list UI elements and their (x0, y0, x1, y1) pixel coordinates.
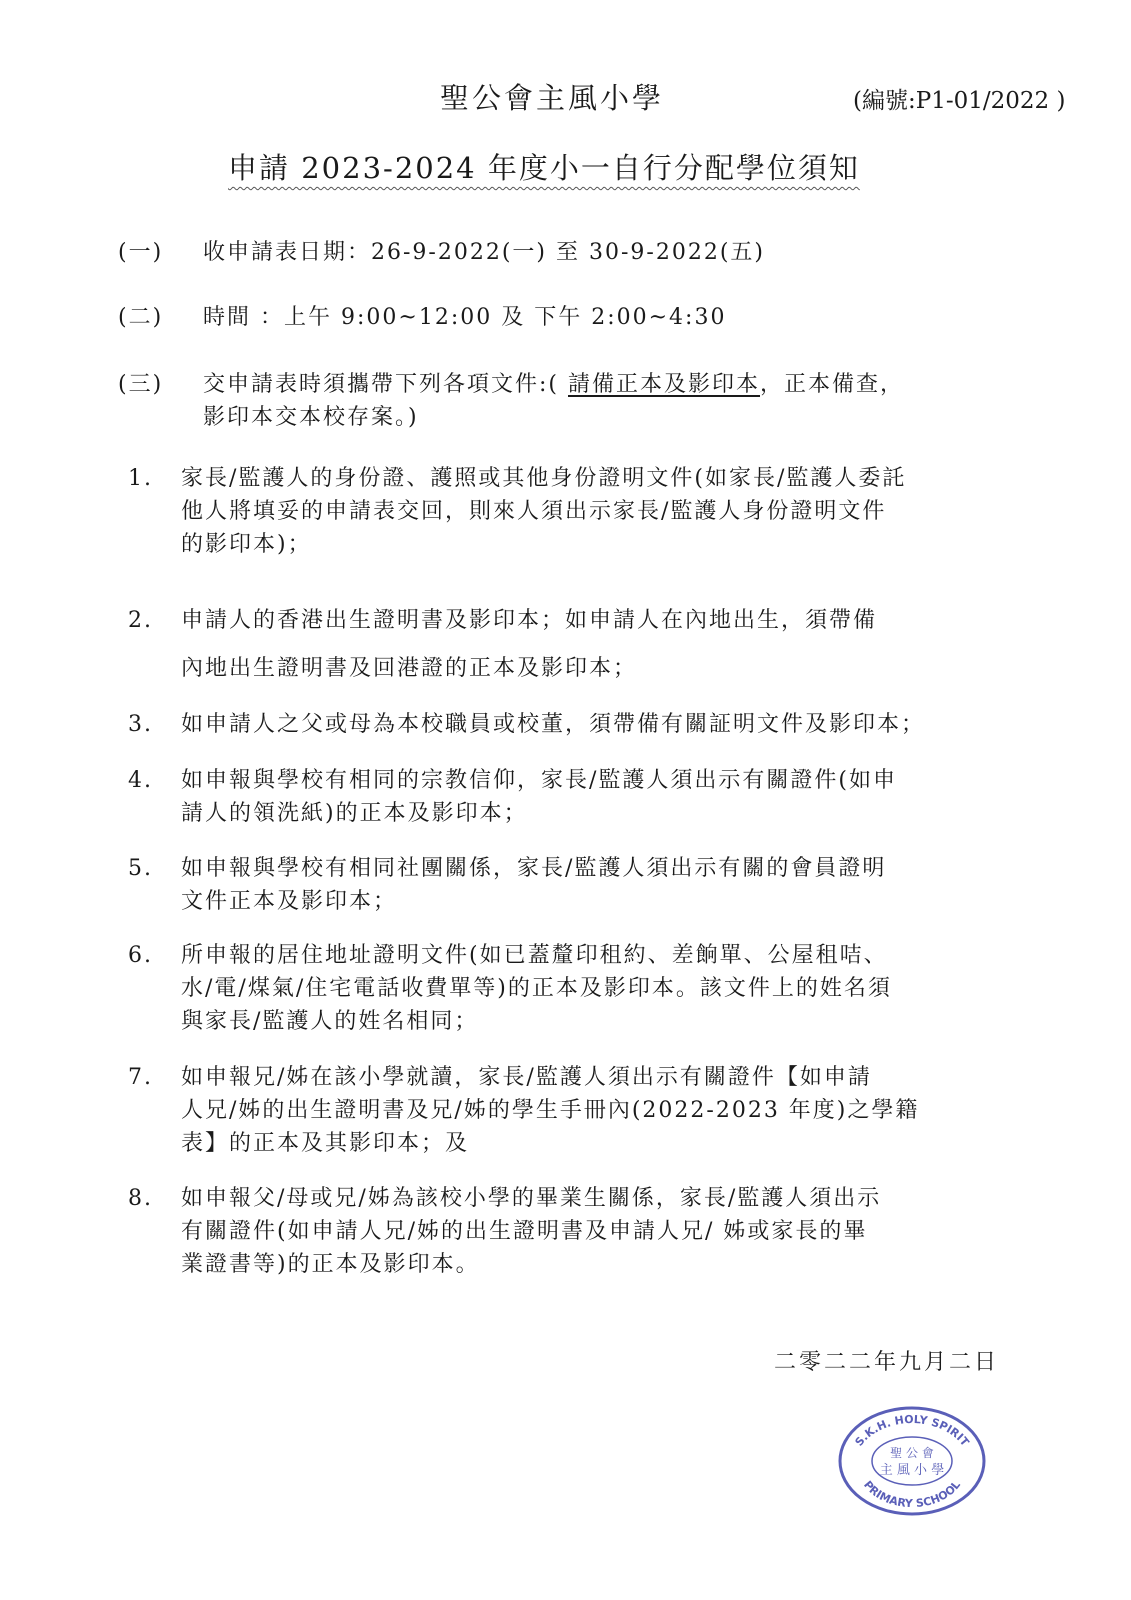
section-marker: (三) (118, 372, 164, 397)
item-number: 8. (128, 1186, 153, 1211)
item-line: 人兄/姊的出生證明書及兄/姊的學生手冊內(2022-2023 年度)之學籍 (181, 1098, 920, 1123)
item-number: 1. (128, 466, 153, 491)
section-text-after: ，正本備查， (760, 372, 905, 397)
item-number: 7. (128, 1065, 153, 1090)
stamp-line-2: 主 風 小 學 (879, 1463, 945, 1478)
item-number: 5. (128, 856, 153, 881)
item-line: 內地出生證明書及回港證的正本及影印本； (181, 656, 638, 681)
section-text: 時間 ：上午 9:00~12:00 及 下午 2:00~4:30 (203, 305, 727, 330)
item-line: 請人的領洗紙)的正本及影印本； (181, 801, 528, 826)
stamp-outer-text-top: S.K.H. HOLY SPIRIT (852, 1412, 972, 1449)
item-line: 如申報與學校有相同社團關係，家長/監護人須出示有關的會員證明 (181, 856, 887, 881)
section-text-before: 交申請表時須攜帶下列各項文件:( (203, 372, 568, 397)
stamp-outer-text-bottom: PRIMARY SCHOOL (861, 1478, 963, 1511)
item-number: 6. (128, 943, 153, 968)
underlined-phrase: 請備正本及影印本 (568, 372, 761, 397)
item-line: 有關證件(如申請人兄/姊的出生證明書及申請人兄/ 姊或家長的畢 (181, 1219, 868, 1244)
item-line: 如申報與學校有相同的宗教信仰，家長/監護人須出示有關證件(如申 (181, 768, 897, 793)
section-text (203, 368, 904, 402)
stamp-line-1: 聖 公 會 (890, 1446, 934, 1460)
item-number: 4. (128, 768, 153, 793)
item-line: 申請人的香港出生證明書及影印本；如申請人在內地出生，須帶備 (181, 608, 878, 633)
item-line: 的影印本)； (181, 532, 312, 557)
school-name: 聖公會主風小學 (440, 81, 665, 115)
item-line: 水/電/煤氣/住宅電話收費單等)的正本及影印本。該文件上的姓名須 (181, 976, 892, 1001)
section-text-line2: 影印本交本校存案。) (203, 405, 419, 430)
item-line: 文件正本及影印本； (181, 889, 398, 914)
item-line: 與家長/監護人的姓名相同； (181, 1009, 479, 1034)
document-date: 二零二二年九月二日 (774, 1350, 1000, 1375)
reference-code: (編號:P1-01/2022 ) (853, 88, 1066, 114)
document-title: 申請 2023-2024 年度小一自行分配學位須知 (228, 151, 860, 185)
section-marker: (一) (118, 240, 164, 265)
item-line: 如申請人之父或母為本校職員或校董，須帶備有關証明文件及影印本； (181, 712, 926, 737)
item-number: 3. (128, 712, 153, 737)
school-stamp (836, 1405, 988, 1517)
section-text: 收申請表日期：26-9-2022(一) 至 30-9-2022(五) (203, 240, 766, 265)
item-line: 如申報兄/姊在該小學就讀，家長/監護人須出示有關證件【如申請 (181, 1065, 872, 1090)
item-line: 業證書等)的正本及影印本。 (181, 1252, 480, 1277)
section-marker: (二) (118, 305, 164, 330)
item-line: 所申報的居住地址證明文件(如已蓋釐印租約、差餉單、公屋租咭、 (181, 943, 888, 968)
item-line: 如申報父/母或兄/姊為該校小學的畢業生關係，家長/監護人須出示 (181, 1186, 882, 1211)
item-line: 表】的正本及其影印本；及 (181, 1131, 470, 1156)
item-line: 家長/監護人的身份證、護照或其他身份證明文件(如家長/監護人委託 (181, 466, 907, 491)
item-line: 他人將填妥的申請表交回，則來人須出示家長/監護人身份證明文件 (181, 499, 887, 524)
item-number: 2. (128, 608, 153, 633)
